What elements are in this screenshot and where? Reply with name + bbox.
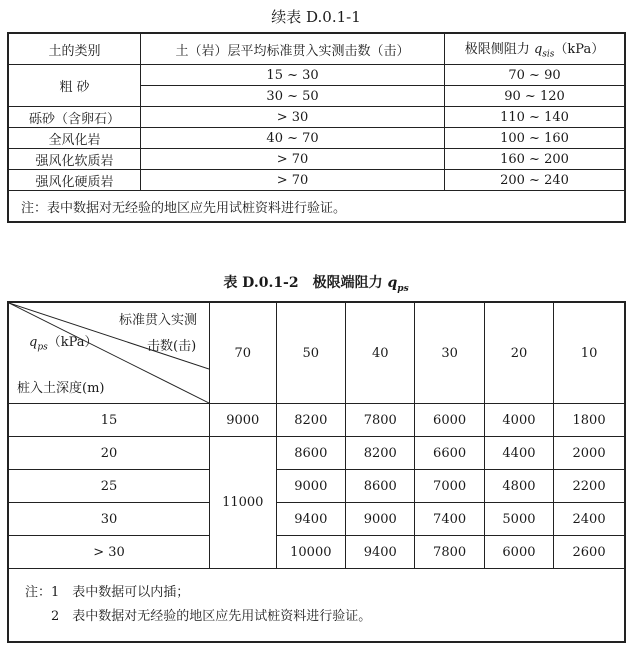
value-cell: 10000 bbox=[276, 536, 346, 569]
table-row bbox=[8, 536, 625, 569]
column-header: 10 bbox=[554, 302, 625, 404]
header-depth-label: 桩入土深度(m) bbox=[17, 381, 105, 396]
note-row bbox=[8, 191, 625, 223]
diagonal-header-cell bbox=[8, 302, 210, 404]
header-lateral-resistance: 极限侧阻力 $q_{sis}(kPa)$ bbox=[445, 33, 625, 65]
table1-title: 续表 D.0.1-1 bbox=[271, 8, 361, 26]
value-cell: 4400 bbox=[484, 437, 553, 470]
spt-count-cell: > 70 bbox=[141, 149, 445, 170]
resistance-cell: 110 ~ 140 bbox=[445, 107, 625, 128]
value-cell: 9400 bbox=[276, 503, 346, 536]
table-header-row bbox=[8, 33, 625, 65]
soil-type-cell: 砾砂（含卵石） bbox=[8, 107, 141, 128]
spt-count-cell: > 30 bbox=[141, 107, 445, 128]
resistance-cell: 100 ~ 160 bbox=[445, 128, 625, 149]
resistance-cell: 160 ~ 200 bbox=[445, 149, 625, 170]
value-cell: 6000 bbox=[484, 536, 553, 569]
value-cell: 1800 bbox=[554, 404, 625, 437]
value-cell: 2600 bbox=[554, 536, 625, 569]
note-row bbox=[8, 569, 625, 643]
table-row bbox=[8, 404, 625, 437]
header-spt-label: 标准贯入实测 bbox=[119, 313, 198, 328]
value-cell: 9400 bbox=[346, 536, 415, 569]
header-spt-unit: 击数(击) bbox=[147, 339, 197, 354]
table-row bbox=[8, 170, 625, 191]
value-cell: 7800 bbox=[346, 404, 415, 437]
soil-type-cell: 粗 砂 bbox=[8, 65, 141, 107]
column-header: 40 bbox=[346, 302, 415, 404]
table-row bbox=[8, 149, 625, 170]
spt-count-cell: > 70 bbox=[141, 170, 445, 191]
resistance-cell: 90 ~ 120 bbox=[445, 86, 625, 107]
header-spt-count: 土（岩）层平均标准贯入实测击数（击） bbox=[141, 33, 445, 65]
resistance-cell: 200 ~ 240 bbox=[445, 170, 625, 191]
value-cell: 8200 bbox=[346, 437, 415, 470]
value-cell: 6000 bbox=[415, 404, 484, 437]
header-soil-type: 土的类别 bbox=[8, 33, 141, 65]
table-row bbox=[8, 503, 625, 536]
depth-cell: > 30 bbox=[8, 536, 210, 569]
value-cell: 6600 bbox=[415, 437, 484, 470]
value-cell: 9000 bbox=[346, 503, 415, 536]
tip-resistance-table bbox=[7, 301, 626, 643]
value-cell: 5000 bbox=[484, 503, 553, 536]
value-cell: 4000 bbox=[484, 404, 553, 437]
table1-note: 注：表中数据对无经验的地区应先用试桩资料进行验证。 bbox=[8, 191, 625, 223]
spt-count-cell: 30 ~ 50 bbox=[141, 86, 445, 107]
column-header: 50 bbox=[276, 302, 346, 404]
value-cell: 9000 bbox=[210, 404, 277, 437]
depth-cell: 25 bbox=[8, 470, 210, 503]
lateral-resistance-table bbox=[7, 32, 626, 223]
depth-cell: 30 bbox=[8, 503, 210, 536]
table-row bbox=[8, 107, 625, 128]
table2-title: 表 D.0.1-2 极限端阻力 $q_{ps}$ bbox=[223, 275, 409, 294]
table-row bbox=[8, 437, 625, 470]
value-cell: 8600 bbox=[276, 437, 346, 470]
table-row bbox=[8, 65, 625, 86]
value-cell: 8200 bbox=[276, 404, 346, 437]
merged-value-cell: 11000 bbox=[210, 437, 277, 569]
value-cell: 2000 bbox=[554, 437, 625, 470]
table2-notes bbox=[8, 569, 625, 643]
table-row bbox=[8, 470, 625, 503]
spt-count-cell: 40 ~ 70 bbox=[141, 128, 445, 149]
soil-type-cell: 强风化软质岩 bbox=[8, 149, 141, 170]
value-cell: 7000 bbox=[415, 470, 484, 503]
value-cell: 7800 bbox=[415, 536, 484, 569]
spt-count-cell: 15 ~ 30 bbox=[141, 65, 445, 86]
soil-type-cell: 强风化硬质岩 bbox=[8, 170, 141, 191]
value-cell: 8600 bbox=[346, 470, 415, 503]
column-header: 70 bbox=[210, 302, 277, 404]
value-cell: 7400 bbox=[415, 503, 484, 536]
resistance-cell: 70 ~ 90 bbox=[445, 65, 625, 86]
depth-cell: 20 bbox=[8, 437, 210, 470]
value-cell: 4800 bbox=[484, 470, 553, 503]
value-cell: 2200 bbox=[554, 470, 625, 503]
note-1: 注：1 表中数据可以内插； bbox=[25, 585, 190, 600]
header-qps-label: $q_{ps}(kPa)$ bbox=[29, 335, 98, 353]
value-cell: 9000 bbox=[276, 470, 346, 503]
depth-cell: 15 bbox=[8, 404, 210, 437]
column-header: 20 bbox=[484, 302, 553, 404]
column-header: 30 bbox=[415, 302, 484, 404]
value-cell: 2400 bbox=[554, 503, 625, 536]
table-row bbox=[8, 128, 625, 149]
note-2: 2 表中数据对无经验的地区应先用试桩资料进行验证。 bbox=[25, 609, 372, 624]
table-header-row bbox=[8, 302, 625, 404]
soil-type-cell: 全风化岩 bbox=[8, 128, 141, 149]
